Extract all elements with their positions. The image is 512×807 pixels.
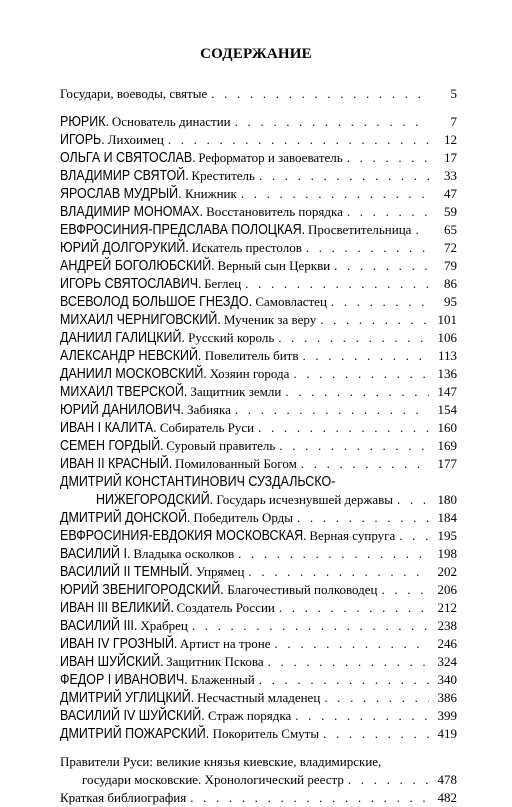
toc-entry-row (60, 455, 457, 473)
toc-entry-name: ДМИТРИЙ УГЛИЦКИЙ. (60, 690, 195, 706)
toc-entry-name: ДМИТРИЙ ПОЖАРСКИЙ. (60, 726, 210, 742)
toc-entry-row (60, 113, 457, 131)
toc-page-number: 113 (437, 348, 457, 363)
toc-entry-row (60, 689, 457, 707)
toc-appendix-text: государи московские. Хронологический реестр (82, 772, 344, 787)
toc-appendix-row (60, 753, 457, 771)
dot-leader (324, 689, 429, 707)
toc-entry-name: ВЛАДИМИР МОНОМАХ. (60, 204, 203, 220)
toc-entry-name: ФЕДОР I ИВАНОВИЧ. (60, 672, 188, 688)
toc-entry-name: ЕВФРОСИНИЯ-ЕВДОКИЯ МОСКОВСКАЯ. (60, 528, 307, 544)
toc-page-number: 212 (437, 600, 457, 615)
toc-entry-row (60, 311, 457, 329)
toc-entry-description: Защитник земли (190, 384, 282, 399)
toc-entry-row (60, 329, 457, 347)
toc-entry-description: Помилованный Богом (174, 456, 297, 471)
toc-entry-description: Мученик за веру (223, 312, 317, 327)
toc-entry-description: Суровый правитель (166, 438, 276, 453)
dot-leader (323, 725, 429, 743)
toc-page-number: 65 (444, 222, 457, 237)
toc-page-number: 160 (437, 420, 457, 435)
toc-entry-name: ДМИТРИЙ КОНСТАНТИНОВИЧ СУЗДАЛЬСКО- (60, 474, 336, 490)
toc-entry-description: Покоритель Смуты (212, 726, 320, 741)
toc-entry-description: Несчастный младенец (197, 690, 321, 705)
toc-entry-name: ВСЕВОЛОД БОЛЬШОЕ ГНЕЗДО. (60, 294, 253, 310)
toc-entry-name: ЮРИЙ ЗВЕНИГОРОДСКИЙ. (60, 582, 224, 598)
toc-entry-description: Храбрец (140, 618, 188, 633)
toc-entry-row (60, 131, 457, 149)
dot-leader (302, 347, 429, 365)
toc-entry-row (60, 635, 457, 653)
toc-entry-name: ВАСИЛИЙ IV ШУЙСКИЙ. (60, 708, 205, 724)
toc-entry-name: СЕМЕН ГОРДЫЙ. (60, 438, 164, 454)
toc-entry-row (60, 509, 457, 527)
toc-page-number: 7 (450, 114, 457, 129)
toc-entry-row (60, 671, 457, 689)
toc-entry-name: ИВАН I КАЛИТА. (60, 420, 157, 436)
toc-entry-row (60, 239, 457, 257)
toc-page-number: 154 (437, 402, 457, 417)
toc-page-number: 206 (437, 582, 457, 597)
toc-entry-name: ВАСИЛИЙ III. (60, 618, 138, 634)
toc-page-number: 95 (444, 294, 457, 309)
dot-leader (278, 329, 429, 347)
toc-entry-description: Забияка (187, 402, 231, 417)
toc-entry-description: Искатель престолов (191, 240, 302, 255)
dot-leader (211, 85, 429, 103)
dot-leader (397, 491, 429, 509)
toc-page-number: 5 (450, 86, 457, 101)
toc-page-number: 180 (437, 492, 457, 507)
toc-page-number: 246 (437, 636, 457, 651)
toc-entry-row (60, 581, 457, 599)
toc-page-number: 386 (437, 690, 457, 705)
toc-entry-description: Лихоимец (107, 132, 164, 147)
toc-entry-name: ВАСИЛИЙ I. (60, 546, 131, 562)
toc-page-number: 184 (437, 510, 457, 525)
toc-entry-name: ДАНИИЛ ГАЛИЦКИЙ. (60, 330, 185, 346)
toc-entry-name: АНДРЕЙ БОГОЛЮБСКИЙ. (60, 258, 215, 274)
toc-appendix-row (60, 789, 457, 807)
dot-leader (331, 293, 429, 311)
toc-entry-description: Повелитель битв (204, 348, 299, 363)
toc-page-number: 169 (437, 438, 457, 453)
toc-page-number: 17 (444, 150, 457, 165)
toc-entry-name: МИХАИЛ ЧЕРНИГОВСКИЙ. (60, 312, 221, 328)
dot-leader (347, 203, 429, 221)
toc-entry-description: Верный сын Церкви (217, 258, 331, 273)
toc-entry-name: ЯРОСЛАВ МУДРЫЙ. (60, 186, 182, 202)
toc-entry-row (60, 365, 457, 383)
dot-leader (279, 599, 429, 617)
toc-entry-name: НИЖЕГОРОДСКИЙ. (96, 492, 214, 508)
toc-entry-description: Артист на троне (179, 636, 271, 651)
dot-leader (295, 707, 429, 725)
toc-intro-row (60, 85, 457, 103)
toc-entry-row (60, 203, 457, 221)
toc-entry-row (60, 725, 457, 743)
toc-entry-description: Защитник Пскова (166, 654, 264, 669)
dot-leader (334, 257, 429, 275)
toc-entry-name: РЮРИК. (60, 114, 109, 130)
toc-entry-row (60, 437, 457, 455)
toc-intro-text: Государи, воеводы, святые (60, 86, 208, 101)
toc-page-number: 47 (444, 186, 457, 201)
toc-page-number: 238 (437, 618, 457, 633)
toc-entry-name: ОЛЬГА И СВЯТОСЛАВ. (60, 150, 196, 166)
toc-entry-row (60, 383, 457, 401)
toc-entry-name: ЮРИЙ ДОЛГОРУКИЙ. (60, 240, 189, 256)
toc-page-number: 340 (437, 672, 457, 687)
toc-entry-name: ИВАН II КРАСНЫЙ. (60, 456, 173, 472)
toc-entry-description: Восстановитель порядка (206, 204, 343, 219)
toc-page-number: 324 (437, 654, 457, 669)
toc-entry-row (60, 167, 457, 185)
toc-entry-description: Благочестивый полководец (227, 582, 378, 597)
toc-entry-description: Собиратель Руси (159, 420, 255, 435)
dot-leader (258, 419, 429, 437)
toc-entry-row (60, 545, 457, 563)
toc-page-number: 202 (437, 564, 457, 579)
toc-entry-name: ЮРИЙ ДАНИЛОВИЧ. (60, 402, 184, 418)
toc-entry-row (60, 185, 457, 203)
toc-entry-name: ИВАН IV ГРОЗНЫЙ. (60, 636, 178, 652)
toc-entry-name: ДМИТРИЙ ДОНСКОЙ. (60, 510, 191, 526)
dot-leader (238, 545, 429, 563)
toc-entry-name: ИГОРЬ. (60, 132, 105, 148)
toc-appendix-row (60, 771, 457, 789)
toc-entry-description: Владыка осколков (133, 546, 235, 561)
dot-leader (235, 401, 429, 419)
dot-leader (293, 365, 429, 383)
dot-leader (241, 185, 429, 203)
dot-leader (382, 581, 429, 599)
table-of-contents (60, 85, 457, 807)
toc-entry-row (60, 473, 457, 491)
dot-leader (320, 311, 429, 329)
toc-entry-row (60, 707, 457, 725)
toc-entry-row (60, 221, 457, 239)
dot-leader (190, 789, 429, 807)
toc-entry-name: ВЛАДИМИР СВЯТОЙ. (60, 168, 189, 184)
dot-leader (347, 149, 429, 167)
toc-entry-name: ДАНИИЛ МОСКОВСКИЙ. (60, 366, 207, 382)
dot-leader (245, 275, 429, 293)
dot-leader (415, 221, 429, 239)
dot-leader (306, 239, 429, 257)
toc-entry-description: Создатель России (176, 600, 275, 615)
toc-page-number: 12 (444, 132, 457, 147)
toc-page-number: 72 (444, 240, 457, 255)
toc-entry-row (60, 491, 457, 509)
toc-page-number: 136 (437, 366, 457, 381)
toc-entry-description: Основатель династии (111, 114, 231, 129)
toc-entry-row (60, 599, 457, 617)
toc-entry-name: ИВАН III ВЕЛИКИЙ. (60, 600, 174, 616)
toc-page-number: 195 (437, 528, 457, 543)
dot-leader (279, 437, 429, 455)
toc-page-number: 419 (437, 726, 457, 741)
toc-entry-row (60, 347, 457, 365)
dot-leader (259, 167, 429, 185)
toc-appendix (60, 753, 457, 807)
toc-page-number: 478 (437, 772, 457, 787)
toc-entry-row (60, 419, 457, 437)
toc-entry-name: ИГОРЬ СВЯТОСЛАВИЧ. (60, 276, 202, 292)
toc-page-number: 33 (444, 168, 457, 183)
toc-entry-description: Хозяин города (209, 366, 290, 381)
dot-leader (235, 113, 429, 131)
toc-entry-description: Креститель (191, 168, 255, 183)
toc-entry-description: Беглец (204, 276, 242, 291)
toc-page-number: 399 (437, 708, 457, 723)
toc-entry-description: Верная супруга (309, 528, 396, 543)
toc-page-number: 101 (437, 312, 457, 327)
toc-entry-description: Государь исчезнувшей державы (216, 492, 394, 507)
toc-entry-row (60, 275, 457, 293)
toc-entry-row (60, 293, 457, 311)
dot-leader (192, 617, 429, 635)
toc-entry-row (60, 563, 457, 581)
toc-entry-row (60, 401, 457, 419)
toc-page-number: 79 (444, 258, 457, 273)
dot-leader (348, 771, 429, 789)
dot-leader (275, 635, 429, 653)
toc-page-number: 147 (437, 384, 457, 399)
toc-entry-description: Блаженный (190, 672, 255, 687)
toc-entry-description: Победитель Орды (193, 510, 294, 525)
toc-page-number: 59 (444, 204, 457, 219)
page-title: СОДЕРЖАНИЕ (200, 46, 312, 62)
toc-entry-row (60, 257, 457, 275)
dot-leader (248, 563, 429, 581)
toc-entry-description: Самовластец (255, 294, 327, 309)
toc-page-number: 177 (437, 456, 457, 471)
toc-entry-row (60, 149, 457, 167)
toc-entry-row (60, 653, 457, 671)
dot-leader (268, 653, 429, 671)
toc-entries (60, 113, 457, 743)
toc-page-number: 106 (437, 330, 457, 345)
toc-entry-description: Просветительница (307, 222, 412, 237)
toc-entry-description: Книжник (185, 186, 237, 201)
dot-leader (297, 509, 429, 527)
toc-entry-name: ИВАН ШУЙСКИЙ. (60, 654, 164, 670)
dot-leader (301, 455, 429, 473)
toc-page-number: 198 (437, 546, 457, 561)
toc-entry-name: МИХАИЛ ТВЕРСКОЙ. (60, 384, 188, 400)
dot-leader (168, 131, 429, 149)
dot-leader (285, 383, 429, 401)
toc-appendix-text: Краткая библиография (60, 790, 187, 805)
toc-entry-name: ЕВФРОСИНИЯ-ПРЕДСЛАВА ПОЛОЦКАЯ. (60, 222, 306, 238)
toc-page-number: 86 (444, 276, 457, 291)
toc-entry-row (60, 617, 457, 635)
toc-entry-name: АЛЕКСАНДР НЕВСКИЙ. (60, 348, 202, 364)
toc-appendix-text: Правители Руси: великие князья киевские, владимирские, (60, 754, 382, 769)
dot-leader (399, 527, 429, 545)
toc-entry-description: Страж порядка (207, 708, 292, 723)
toc-entry-description: Упрямец (195, 564, 245, 579)
dot-leader (259, 671, 429, 689)
toc-page-number: 482 (437, 790, 457, 805)
toc-entry-name: ВАСИЛИЙ II ТЕМНЫЙ. (60, 564, 193, 580)
toc-entry-description: Русский король (188, 330, 275, 345)
toc-entry-row (60, 527, 457, 545)
toc-entry-description: Реформатор и завоеватель (198, 150, 343, 165)
